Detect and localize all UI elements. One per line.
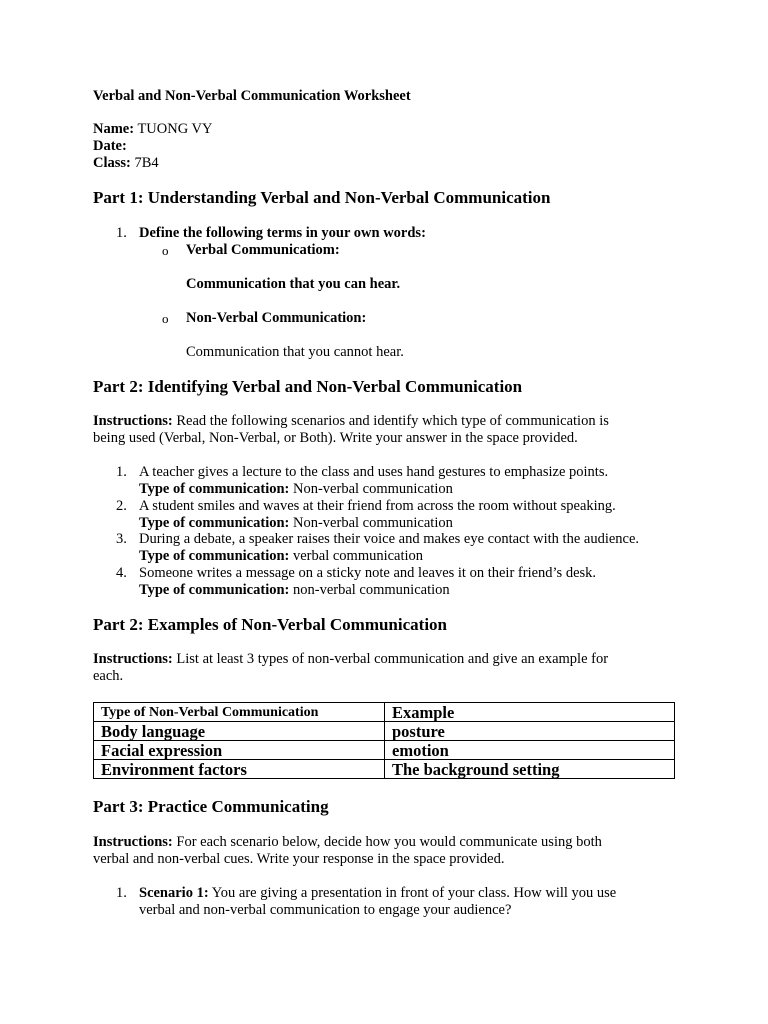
scenario-number: 4. bbox=[116, 565, 127, 581]
type-answer: verbal communication bbox=[293, 548, 424, 564]
table-cell-example: posture bbox=[385, 722, 675, 741]
part3-instructions-text: For each scenario below, decide how you would communicate using both bbox=[176, 834, 602, 850]
class-line bbox=[93, 155, 159, 172]
date-label: Date: bbox=[93, 138, 127, 154]
part2b-instructions-line1 bbox=[93, 651, 608, 668]
table-row bbox=[94, 722, 675, 741]
table-cell-type: Environment factors bbox=[94, 760, 385, 779]
table-header-example: Example bbox=[385, 703, 675, 722]
part2b-instructions-label: Instructions: bbox=[93, 651, 173, 667]
table-cell-type: Facial expression bbox=[94, 741, 385, 760]
name-label: Name: bbox=[93, 121, 135, 137]
scenario-text: You are giving a presentation in front of your class. How will you use bbox=[211, 885, 617, 901]
table-cell-type: Body language bbox=[94, 722, 385, 741]
part1-item-text: Define the following terms in your own words: bbox=[139, 225, 426, 241]
type-label: Type of communication: bbox=[139, 582, 290, 598]
verbal-label: Verbal Communicatiom: bbox=[186, 242, 340, 258]
part1-heading: Part 1: Understanding Verbal and Non-Verbal Communication bbox=[93, 188, 551, 207]
verbal-answer: Communication that you can hear. bbox=[186, 276, 401, 292]
part1-item-number: 1. bbox=[116, 225, 127, 241]
type-label: Type of communication: bbox=[139, 515, 290, 531]
scenario-answer bbox=[139, 515, 453, 532]
name-line bbox=[93, 121, 213, 138]
part2-instructions-line1 bbox=[93, 413, 609, 430]
scenario-number: 2. bbox=[116, 498, 127, 514]
scenario-label: Scenario 1: bbox=[139, 885, 209, 901]
type-answer: non-verbal communication bbox=[293, 582, 450, 598]
scenario-answer bbox=[139, 481, 453, 498]
part3-scenario-line1 bbox=[139, 885, 616, 902]
type-label: Type of communication: bbox=[139, 481, 290, 497]
bullet-verbal: o bbox=[162, 243, 169, 258]
part3-heading: Part 3: Practice Communicating bbox=[93, 797, 329, 816]
name-value: TUONG VY bbox=[137, 121, 213, 137]
document-title: Verbal and Non-Verbal Communication Worksheet bbox=[93, 88, 411, 104]
part3-instructions-line1 bbox=[93, 834, 602, 851]
part2b-heading: Part 2: Examples of Non-Verbal Communication bbox=[93, 615, 447, 634]
table-cell-example: emotion bbox=[385, 741, 675, 760]
part2-instructions-line2: being used (Verbal, Non-Verbal, or Both). Write your answer in the space provided. bbox=[93, 430, 578, 446]
scenario-text: Someone writes a message on a sticky note and leaves it on their friend’s desk. bbox=[139, 565, 597, 581]
part2b-instructions-text: List at least 3 types of non-verbal communication and give an example for bbox=[176, 651, 609, 667]
type-label: Type of communication: bbox=[139, 548, 290, 564]
table-cell-example: The background setting bbox=[385, 760, 675, 779]
table-row bbox=[94, 741, 675, 760]
part2b-instructions-line2: each. bbox=[93, 668, 124, 684]
scenario-text: During a debate, a speaker raises their voice and makes eye contact with the audience. bbox=[139, 531, 640, 547]
class-value: 7B4 bbox=[134, 155, 159, 171]
scenario-text: A teacher gives a lecture to the class and uses hand gestures to emphasize points. bbox=[139, 464, 609, 480]
part3-item-number: 1. bbox=[116, 885, 127, 901]
bullet-nonverbal: o bbox=[162, 311, 169, 326]
table-row bbox=[94, 760, 675, 779]
scenario-answer bbox=[139, 582, 450, 599]
part3-instructions-line2: verbal and non-verbal cues. Write your response in the space provided. bbox=[93, 851, 505, 867]
scenario-answer bbox=[139, 548, 423, 565]
scenario-text: A student smiles and waves at their friend from across the room without speaking. bbox=[139, 498, 616, 514]
part2-instructions-label: Instructions: bbox=[93, 413, 173, 429]
part3-scenario-line2: verbal and non-verbal communication to engage your audience? bbox=[139, 902, 512, 918]
type-answer: Non-verbal communication bbox=[293, 481, 453, 497]
part2-instructions-text: Read the following scenarios and identify which type of communication is bbox=[176, 413, 609, 429]
nonverbal-examples-table bbox=[93, 702, 675, 779]
table-header-row bbox=[94, 703, 675, 722]
nonverbal-answer: Communication that you cannot hear. bbox=[186, 344, 404, 360]
scenario-number: 3. bbox=[116, 531, 127, 547]
table-header-type: Type of Non-Verbal Communication bbox=[94, 703, 385, 722]
nonverbal-label: Non-Verbal Communication: bbox=[186, 310, 367, 326]
part3-instructions-label: Instructions: bbox=[93, 834, 173, 850]
type-answer: Non-verbal communication bbox=[293, 515, 453, 531]
part2-heading: Part 2: Identifying Verbal and Non-Verbal Communication bbox=[93, 377, 523, 396]
scenario-number: 1. bbox=[116, 464, 127, 480]
class-label: Class: bbox=[93, 155, 131, 171]
